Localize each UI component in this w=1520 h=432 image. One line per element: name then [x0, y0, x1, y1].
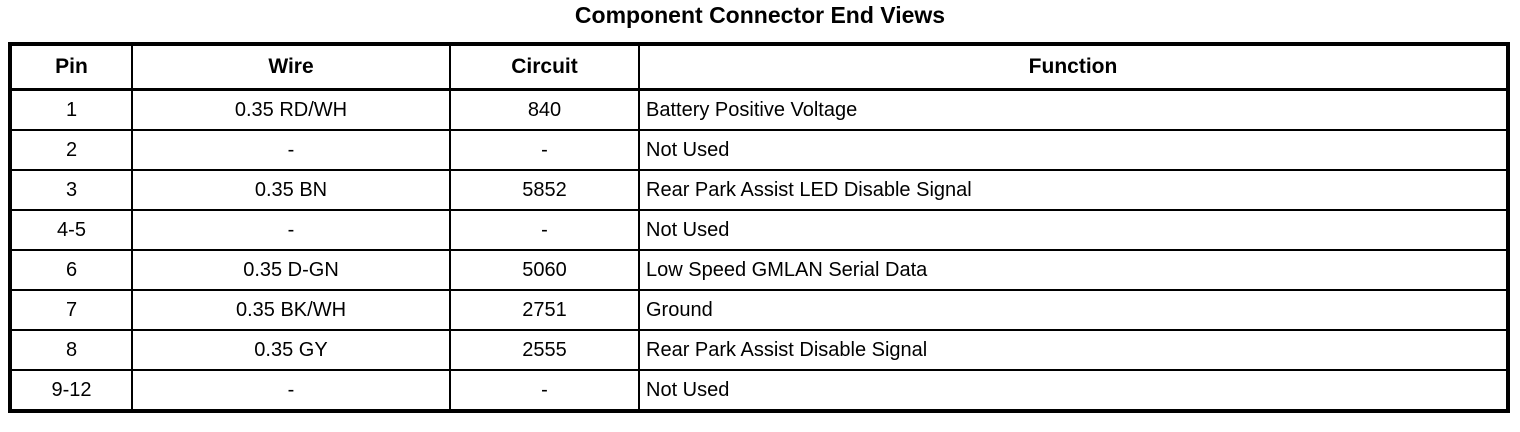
- wire-cell: 0.35 BK/WH: [132, 290, 450, 330]
- table-row: [10, 330, 1508, 370]
- wire-cell: -: [132, 130, 450, 170]
- wire-cell: -: [132, 210, 450, 250]
- connector-pinout-table: [8, 42, 1510, 413]
- circuit-cell: 2751: [450, 290, 639, 330]
- function-cell: Rear Park Assist Disable Signal: [639, 330, 1508, 370]
- function-cell: Not Used: [639, 370, 1508, 411]
- circuit-cell: 5852: [450, 170, 639, 210]
- circuit-cell: -: [450, 130, 639, 170]
- pin-cell: 8: [10, 330, 132, 370]
- wire-cell: -: [132, 370, 450, 411]
- function-cell: Rear Park Assist LED Disable Signal: [639, 170, 1508, 210]
- column-header-pin: Pin: [10, 44, 132, 90]
- pin-cell: 4-5: [10, 210, 132, 250]
- column-header-function: Function: [639, 44, 1508, 90]
- pin-cell: 9-12: [10, 370, 132, 411]
- circuit-cell: 840: [450, 90, 639, 131]
- wire-cell: 0.35 RD/WH: [132, 90, 450, 131]
- table-row: [10, 90, 1508, 131]
- function-cell: Ground: [639, 290, 1508, 330]
- pin-cell: 7: [10, 290, 132, 330]
- table-row: [10, 210, 1508, 250]
- table-row: [10, 170, 1508, 210]
- table-header: [10, 44, 1508, 90]
- function-cell: Not Used: [639, 130, 1508, 170]
- circuit-cell: -: [450, 210, 639, 250]
- page-title: Component Connector End Views: [574, 2, 946, 28]
- pin-cell: 2: [10, 130, 132, 170]
- pin-cell: 1: [10, 90, 132, 131]
- function-cell: Battery Positive Voltage: [639, 90, 1508, 131]
- header-row: [10, 44, 1508, 90]
- table-row: [10, 290, 1508, 330]
- wire-cell: 0.35 D-GN: [132, 250, 450, 290]
- circuit-cell: 5060: [450, 250, 639, 290]
- table-row: [10, 130, 1508, 170]
- table-row: [10, 250, 1508, 290]
- column-header-circuit: Circuit: [450, 44, 639, 90]
- column-header-wire: Wire: [132, 44, 450, 90]
- wire-cell: 0.35 GY: [132, 330, 450, 370]
- function-cell: Low Speed GMLAN Serial Data: [639, 250, 1508, 290]
- circuit-cell: -: [450, 370, 639, 411]
- circuit-cell: 2555: [450, 330, 639, 370]
- wire-cell: 0.35 BN: [132, 170, 450, 210]
- pin-cell: 6: [10, 250, 132, 290]
- table-body: [10, 90, 1508, 412]
- function-cell: Not Used: [639, 210, 1508, 250]
- table-row: [10, 370, 1508, 411]
- pin-cell: 3: [10, 170, 132, 210]
